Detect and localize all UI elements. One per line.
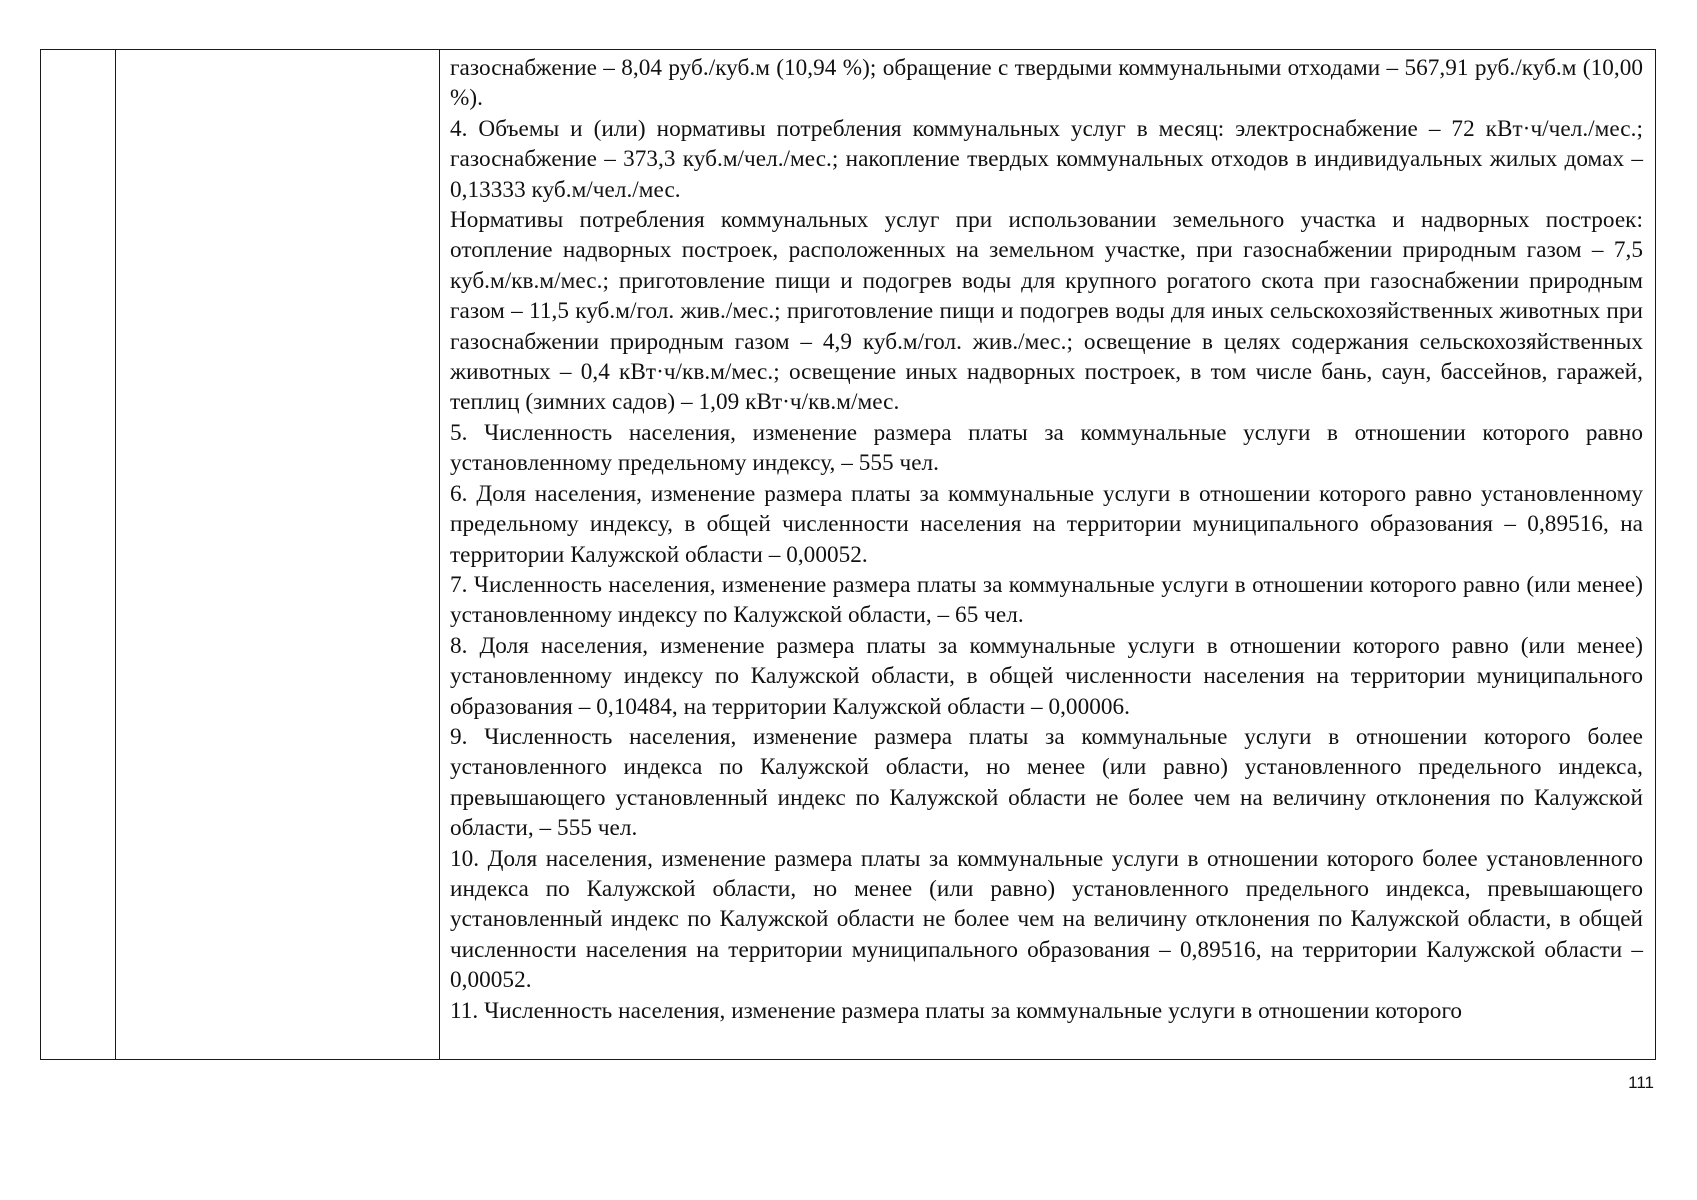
table-cell-number (41, 50, 116, 1060)
paragraph: 7. Численность населения, изменение размера платы за коммунальные услуги в отношении которого равно (или менее) установленному индексу по Калужской области, – 65 чел. (450, 571, 1643, 629)
paragraph: 5. Численность населения, изменение размера платы за коммунальные услуги в отношении которого равно установленному предельному индексу, – 555 чел. (450, 419, 1643, 477)
table-cell-content (440, 50, 1656, 1060)
paragraph: 6. Доля населения, изменение размера платы за коммунальные услуги в отношении которого равно установленному предельному индексу, в общей численности населения на территории муниципального образования – 0,89516, на территории Калужской области – 0,00052. (450, 480, 1643, 568)
table-row (41, 50, 1656, 1060)
paragraph: 8. Доля населения, изменение размера платы за коммунальные услуги в отношении которого равно (или менее) установленному индексу по Калужской области, в общей численности населения на территории муниципального образования – 0,10484, на территории Калужской области – 0,00006. (450, 632, 1643, 720)
paragraph: 10. Доля населения, изменение размера платы за коммунальные услуги в отношении которого более установленного индекса по Калужской области, но менее (или равно) установленного предельного индекса, превышающего установленный индекс по Калужской области не более чем на величину отклонения по Калужской области, в общей численности населения на территории муниципального образования – 0,89516, на территории Калужской области – 0,00052. (450, 845, 1643, 994)
paragraph: 9. Численность населения, изменение размера платы за коммунальные услуги в отношении которого более установленного индекса по Калужской области, но менее (или равно) установленного предельного индекса, превышающего установленный индекс по Калужской области не более чем на величину отклонения по Калужской области, – 555 чел. (450, 723, 1643, 842)
paragraph: газоснабжение – 8,04 руб./куб.м (10,94 %); обращение с твердыми коммунальными отходами – 567,91 руб./куб.м (10,00 %). (450, 55, 1643, 112)
table-cell-name (116, 50, 440, 1060)
paragraph: 11. Численность населения, изменение размера платы за коммунальные услуги в отношении которого (450, 997, 1463, 1024)
paragraph: Нормативы потребления коммунальных услуг при использовании земельного участка и надворных построек: отопление надворных построек, расположенных на земельном участке, при газоснабжении природным газом – 7,5 куб.м/кв.м/мес.; приготовление пищи и подогрев воды для крупного рогатого скота при газоснабжении природным газом – 11,5 куб.м/гол. жив./мес.; приготовление пищи и подогрев воды для иных сельскохозяйственных животных при газоснабжении природным газом – 4,9 куб.м/гол. жив./мес.; освещение в целях содержания сельскохозяйственных животных – 0,4 кВт·ч/кв.м/мес.; освещение иных надворных построек, в том числе бань, саун, бассейнов, гаражей, теплиц (зимних садов) – 1,09 кВт·ч/кв.м/мес. (450, 207, 1643, 416)
page-number: 111 (1628, 1073, 1654, 1092)
paragraph: 4. Объемы и (или) нормативы потребления коммунальных услуг в месяц: электроснабжение – 72 кВт·ч/чел./мес.; газоснабжение – 373,3 куб.м/чел./мес.; накопление твердых коммунальных отходов в индивидуальных жилых домах – 0,13333 куб.м/чел./мес. (450, 115, 1643, 203)
document-table (40, 49, 1656, 1060)
